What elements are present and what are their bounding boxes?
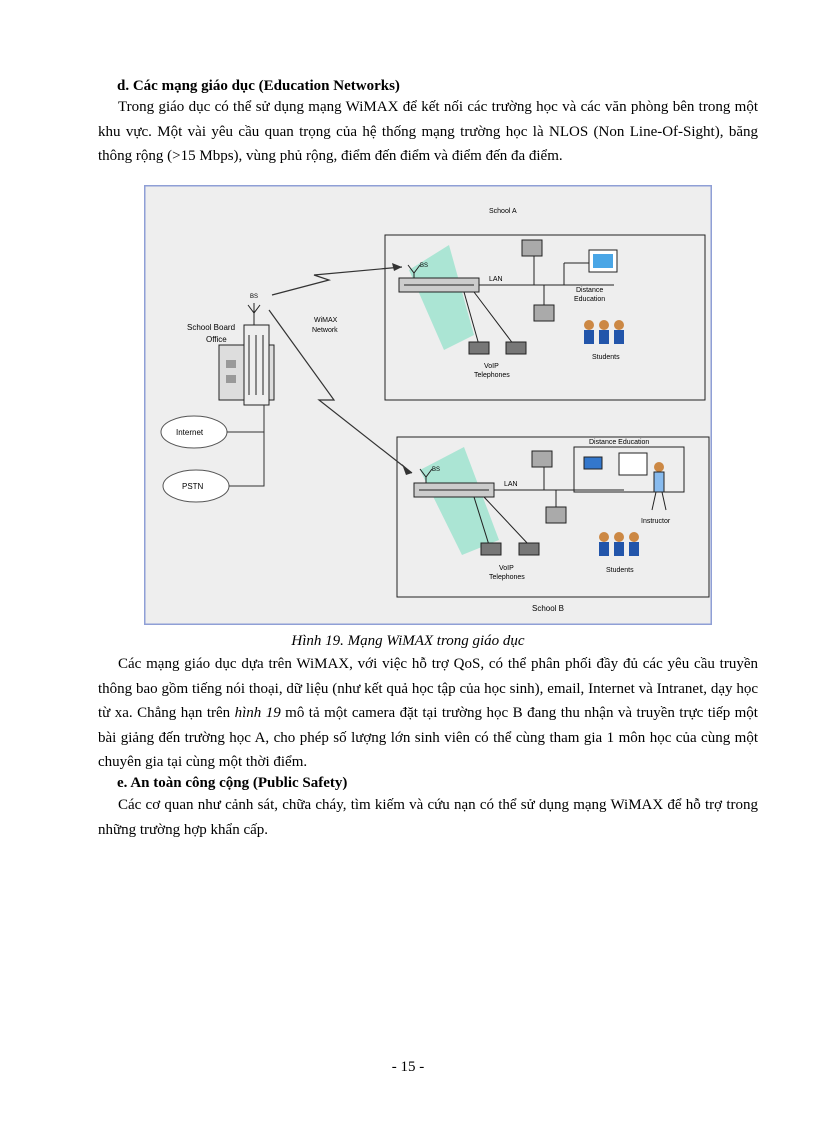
section-d-heading: d. Các mạng giáo dục (Education Networks) <box>117 78 400 94</box>
internet-label: Internet <box>176 428 204 437</box>
voip-phone-b-1 <box>481 543 501 555</box>
office-label-line1: School Board <box>187 323 236 332</box>
school-a-computer-2 <box>534 305 554 321</box>
school-b-computer-1 <box>532 451 552 467</box>
school-b-label: School B <box>532 604 565 613</box>
voip-phone-a-1 <box>469 342 489 354</box>
voip-a-line1: VoIP <box>484 363 499 370</box>
school-a-computer-1 <box>522 240 542 256</box>
figure-caption: Hình 19. Mạng WiMAX trong giáo dục <box>291 633 525 649</box>
body-paragraph <box>98 652 758 775</box>
school-a-label: School A <box>489 208 517 215</box>
voip-phone-b-2 <box>519 543 539 555</box>
bs-b-label: BS <box>432 467 441 473</box>
body-paragraph-part2: mô tả một camera đặt tại trường học B đang thu nhận và truyền trực tiếp một bài giảng đến trường học A, cho phép số lượng lớn sinh viên có thể cùng tham gia 1 môn học của cùng một chuyên gia tại cùng một thời điểm. <box>98 705 758 770</box>
whiteboard-icon <box>619 453 647 475</box>
instructor-label: Instructor <box>641 518 671 525</box>
office-label-line2: Office <box>206 335 227 344</box>
wimax-label-line2: Network <box>312 327 338 334</box>
figure-reference: hình 19 <box>234 705 281 721</box>
bs-a-label: BS <box>420 263 429 269</box>
figure-19 <box>144 185 712 625</box>
distance-ed-a-line2: Education <box>574 296 606 303</box>
school-b-computer-2 <box>546 507 566 523</box>
lan-a-label: LAN <box>489 276 503 283</box>
voip-b-line1: VoIP <box>499 565 514 572</box>
students-a-label: Students <box>592 354 620 361</box>
distance-ed-b-label: Distance Education <box>589 439 650 446</box>
lan-b-label: LAN <box>504 481 518 488</box>
wimax-education-diagram <box>144 185 712 625</box>
voip-phone-a-2 <box>506 342 526 354</box>
pstn-label: PSTN <box>182 482 204 491</box>
video-camera-icon <box>584 457 602 469</box>
section-e-heading: e. An toàn công cộng (Public Safety) <box>117 775 348 791</box>
students-a-icon <box>584 320 624 344</box>
voip-b-line2: Telephones <box>489 574 525 581</box>
section-e-paragraph: Các cơ quan như cảnh sát, chữa cháy, tìm kiếm và cứu nạn có thể sử dụng mạng WiMAX để hỗ trợ trong những trường hợp khẩn cấp. <box>98 797 758 838</box>
students-b-icon <box>599 532 639 556</box>
students-b-label: Students <box>606 567 634 574</box>
section-d-paragraph: Trong giáo dục có thể sử dụng mạng WiMAX để kết nối các trường học và các văn phòng bên trong một khu vực. Một vài yêu cầu quan trọng của hệ thống mạng trường học là NLOS (Non Line-Of-Sight), băng thông rộng (>15 Mbps), vùng phủ rộng, điểm đến điểm và điểm đến đa điểm. <box>98 99 758 164</box>
voip-a-line2: Telephones <box>474 372 510 379</box>
figure-frame <box>144 185 712 625</box>
body-paragraph-part1: Các mạng giáo dục dựa trên WiMAX, với việc hỗ trợ QoS, có thể phân phối đầy đủ các yêu cầu truyền thông bao gồm tiếng nói thoại, dữ liệu (như kết quả học tập của học sinh), email, Internet và Intranet, dạy học từ xa. Chẳng hạn trên <box>98 656 758 721</box>
bs-office-label: BS <box>250 294 259 300</box>
distance-ed-a-line1: Distance <box>576 287 604 294</box>
wimax-label-line1: WiMAX <box>314 317 338 324</box>
page-number: - 15 - <box>391 1059 425 1075</box>
